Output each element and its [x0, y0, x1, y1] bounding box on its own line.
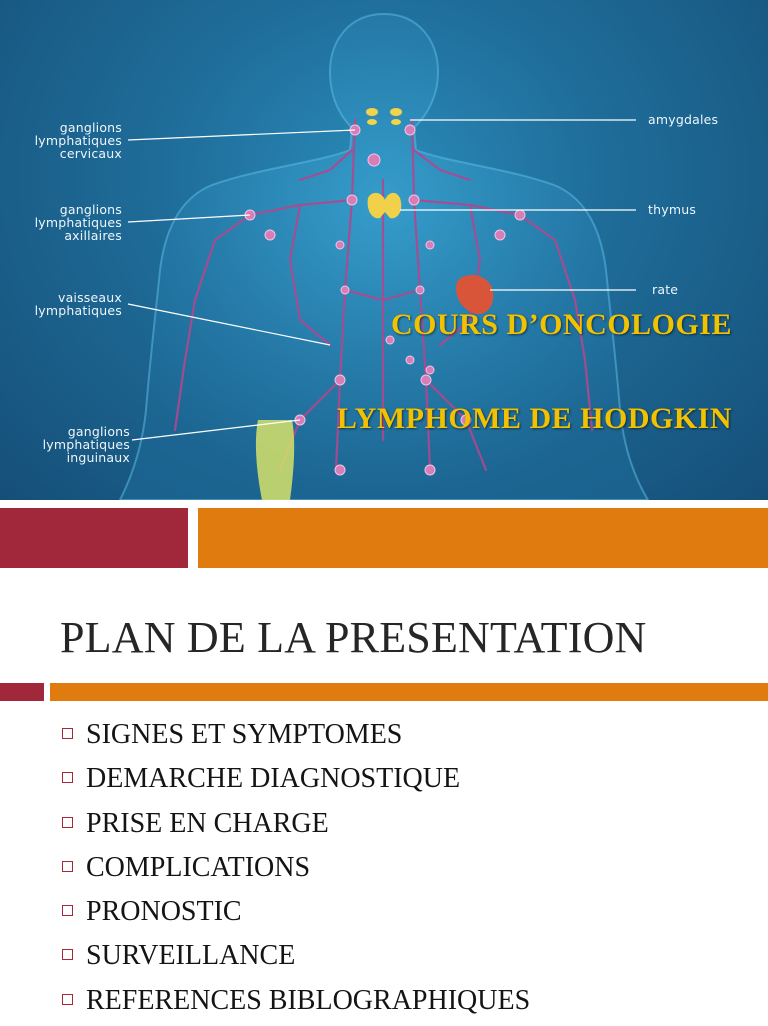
list-item-text: DEMARCHE DIAGNOSTIQUE	[86, 763, 461, 795]
list-item	[62, 805, 530, 849]
list-item-text: PRONOSTIC	[86, 896, 242, 928]
square-bullet-icon	[62, 905, 73, 916]
accent-bar-orange	[198, 508, 768, 568]
label-line: lymphatiques	[34, 133, 122, 148]
list-item-text: REFERENCES BIBLOGRAPHIQUES	[86, 984, 531, 1016]
label-axillary-nodes	[12, 203, 122, 242]
list-item	[62, 937, 530, 981]
label-line: ganglions	[59, 202, 122, 217]
square-bullet-icon	[62, 861, 73, 872]
accent-bar-red	[0, 508, 188, 568]
label-spleen: rate	[652, 282, 679, 297]
label-line: lymphatiques	[34, 303, 122, 318]
bone	[256, 420, 294, 500]
square-bullet-icon	[62, 994, 73, 1005]
title-slide	[0, 0, 768, 500]
list-item	[62, 893, 530, 937]
label-line: lymphatiques	[34, 215, 122, 230]
square-bullet-icon	[62, 772, 73, 783]
list-item	[62, 716, 530, 760]
list-item	[62, 982, 530, 1026]
lecture-title: LYMPHOME DE HODGKIN	[336, 402, 732, 435]
square-bullet-icon	[62, 949, 73, 960]
list-item	[62, 849, 530, 893]
label-line: ganglions	[67, 424, 130, 439]
list-item-text: PRISE EN CHARGE	[86, 807, 329, 839]
agenda-list	[62, 716, 530, 1026]
agenda-title: PLAN DE LA PRESENTATION	[60, 613, 647, 662]
agenda-slide	[0, 500, 768, 1024]
list-item-text: SURVEILLANCE	[86, 940, 296, 972]
label-line: ganglions	[59, 120, 122, 135]
label-inguinal-nodes	[12, 425, 130, 464]
list-item-text: SIGNES ET SYMPTOMES	[86, 719, 403, 750]
label-line: vaisseaux	[57, 290, 122, 305]
label-line: axillaires	[64, 228, 122, 243]
label-line: inguinaux	[66, 450, 130, 465]
label-cervical-nodes	[12, 121, 122, 160]
square-bullet-icon	[62, 817, 73, 828]
list-item	[62, 760, 530, 804]
label-lymph-vessels	[12, 291, 122, 317]
label-tonsils: amygdales	[648, 112, 719, 127]
label-line: lymphatiques	[42, 437, 130, 452]
square-bullet-icon	[62, 728, 73, 739]
label-thymus: thymus	[648, 202, 697, 217]
list-item-text: COMPLICATIONS	[86, 851, 311, 883]
divider-orange	[50, 683, 768, 701]
label-line: cervicaux	[59, 146, 122, 161]
course-title: COURS D’ONCOLOGIE	[390, 308, 732, 341]
divider-red	[0, 683, 44, 701]
